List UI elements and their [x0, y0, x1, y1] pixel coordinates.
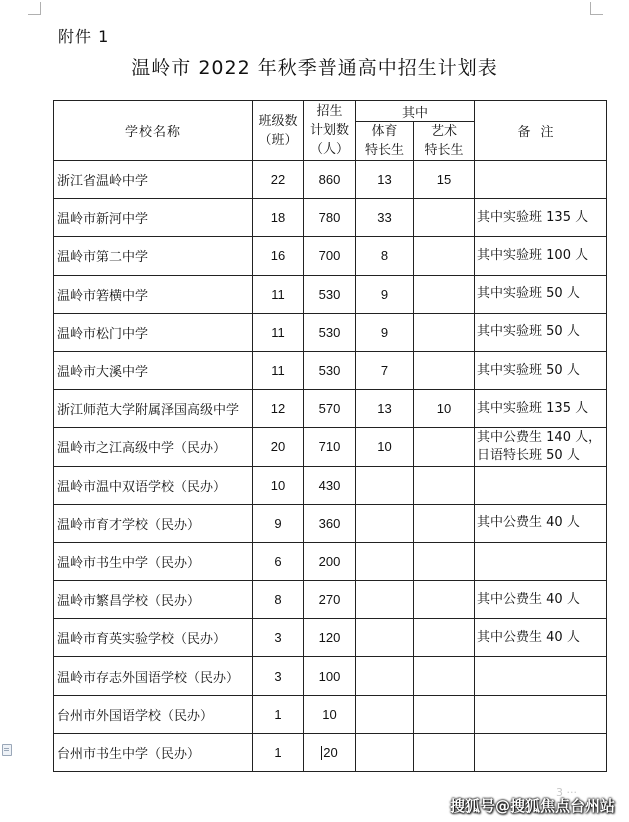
cell-arts — [414, 466, 475, 504]
cell-plan: 530 — [304, 351, 356, 389]
cell-plan: 710 — [304, 428, 356, 466]
cell-note: 其中公费生 40 人 — [475, 581, 607, 619]
cell-school: 温岭市育英实验学校（民办） — [54, 619, 253, 657]
header-classes: 班级数 （班） — [253, 101, 304, 161]
cell-arts — [414, 428, 475, 466]
cell-note: 其中公费生 140 人，日语特长班 50 人 — [475, 428, 607, 466]
cell-school: 温岭市育才学校（民办） — [54, 504, 253, 542]
cell-classes: 6 — [253, 542, 304, 580]
document-icon — [2, 744, 12, 756]
cell-plan: 20 — [304, 733, 356, 771]
cell-arts — [414, 351, 475, 389]
cell-classes: 16 — [253, 237, 304, 275]
cell-plan: 360 — [304, 504, 356, 542]
cell-arts: 10 — [414, 390, 475, 428]
cell-plan: 270 — [304, 581, 356, 619]
table-row — [54, 161, 607, 199]
cell-note — [475, 733, 607, 771]
cell-note: 其中公费生 40 人 — [475, 619, 607, 657]
cell-classes: 18 — [253, 199, 304, 237]
cell-arts — [414, 275, 475, 313]
cell-school: 温岭市温中双语学校（民办） — [54, 466, 253, 504]
page-corner-mark — [28, 2, 41, 15]
table-row — [54, 504, 607, 542]
cell-school: 温岭市大溪中学 — [54, 351, 253, 389]
cell-sports: 9 — [356, 275, 414, 313]
cell-school: 温岭市松门中学 — [54, 313, 253, 351]
cell-note — [475, 695, 607, 733]
header-of-which: 其中 — [356, 101, 475, 122]
cell-arts — [414, 542, 475, 580]
cell-classes: 8 — [253, 581, 304, 619]
cell-arts — [414, 313, 475, 351]
page-number-faint: 3 ··· — [556, 786, 577, 799]
cell-sports — [356, 542, 414, 580]
cell-arts — [414, 237, 475, 275]
cell-sports: 33 — [356, 199, 414, 237]
cell-note: 其中实验班 100 人 — [475, 237, 607, 275]
table-row — [54, 581, 607, 619]
table-row — [54, 199, 607, 237]
table-row — [54, 657, 607, 695]
cell-school: 台州市外国语学校（民办） — [54, 695, 253, 733]
header-sports: 体育 特长生 — [356, 122, 414, 161]
cell-school: 温岭市之江高级中学（民办） — [54, 428, 253, 466]
cell-arts — [414, 657, 475, 695]
cell-plan: 10 — [304, 695, 356, 733]
cell-classes: 11 — [253, 275, 304, 313]
table-row — [54, 351, 607, 389]
cell-note: 其中实验班 135 人 — [475, 199, 607, 237]
cell-sports — [356, 466, 414, 504]
table-row — [54, 275, 607, 313]
cell-note — [475, 542, 607, 580]
cell-sports — [356, 619, 414, 657]
table-body — [54, 161, 607, 772]
cell-plan: 100 — [304, 657, 356, 695]
cell-note — [475, 466, 607, 504]
cell-arts — [414, 733, 475, 771]
cell-arts — [414, 695, 475, 733]
cell-school: 浙江省温岭中学 — [54, 161, 253, 199]
table-row — [54, 466, 607, 504]
cell-sports — [356, 657, 414, 695]
cell-plan: 430 — [304, 466, 356, 504]
cell-school: 温岭市箬横中学 — [54, 275, 253, 313]
cell-arts — [414, 619, 475, 657]
cell-school: 温岭市第二中学 — [54, 237, 253, 275]
cell-arts — [414, 581, 475, 619]
cell-school: 温岭市繁昌学校（民办） — [54, 581, 253, 619]
cell-plan: 860 — [304, 161, 356, 199]
cell-plan: 700 — [304, 237, 356, 275]
cell-sports: 7 — [356, 351, 414, 389]
cell-school: 温岭市书生中学（民办） — [54, 542, 253, 580]
cell-sports: 9 — [356, 313, 414, 351]
cell-arts: 15 — [414, 161, 475, 199]
cell-school: 台州市书生中学（民办） — [54, 733, 253, 771]
document-title: 温岭市 2022 年秋季普通高中招生计划表 — [131, 57, 498, 79]
text-cursor — [321, 746, 322, 760]
cell-school: 温岭市存志外国语学校（民办） — [54, 657, 253, 695]
cell-note: 其中实验班 50 人 — [475, 275, 607, 313]
cell-plan: 570 — [304, 390, 356, 428]
cell-sports — [356, 733, 414, 771]
cell-classes: 1 — [253, 695, 304, 733]
cell-plan: 120 — [304, 619, 356, 657]
cell-classes: 11 — [253, 351, 304, 389]
cell-sports — [356, 504, 414, 542]
cell-note: 其中实验班 135 人 — [475, 390, 607, 428]
cell-sports — [356, 695, 414, 733]
table-row — [54, 733, 607, 771]
cell-note: 其中实验班 50 人 — [475, 351, 607, 389]
cell-sports: 13 — [356, 390, 414, 428]
header-note: 备注 — [475, 101, 607, 161]
attachment-label: 附件 1 — [58, 27, 110, 46]
cell-note: 其中实验班 50 人 — [475, 313, 607, 351]
table-row — [54, 237, 607, 275]
cell-school: 浙江师范大学附属泽国高级中学 — [54, 390, 253, 428]
cell-sports: 8 — [356, 237, 414, 275]
cell-sports — [356, 581, 414, 619]
header-arts: 艺术 特长生 — [414, 122, 475, 161]
cell-sports: 10 — [356, 428, 414, 466]
table-row — [54, 313, 607, 351]
cell-classes: 3 — [253, 619, 304, 657]
cell-plan: 200 — [304, 542, 356, 580]
cell-classes: 20 — [253, 428, 304, 466]
watermark: 搜狐号@搜狐焦点台州站 — [449, 797, 615, 815]
cell-plan: 530 — [304, 275, 356, 313]
cell-classes: 1 — [253, 733, 304, 771]
table-row — [54, 428, 607, 466]
cell-note: 其中公费生 40 人 — [475, 504, 607, 542]
header-plan: 招生 计划数 （人） — [304, 101, 356, 161]
cell-classes: 9 — [253, 504, 304, 542]
cell-classes: 11 — [253, 313, 304, 351]
cell-classes: 3 — [253, 657, 304, 695]
cell-classes: 12 — [253, 390, 304, 428]
cell-note — [475, 161, 607, 199]
table-row — [54, 695, 607, 733]
table-row — [54, 542, 607, 580]
cell-classes: 22 — [253, 161, 304, 199]
cell-arts — [414, 199, 475, 237]
cell-school: 温岭市新河中学 — [54, 199, 253, 237]
enrollment-plan-table — [53, 100, 607, 772]
cell-arts — [414, 504, 475, 542]
cell-note — [475, 657, 607, 695]
cell-sports: 13 — [356, 161, 414, 199]
header-school: 学校名称 — [54, 101, 253, 161]
cell-plan: 530 — [304, 313, 356, 351]
table-row — [54, 619, 607, 657]
cell-classes: 10 — [253, 466, 304, 504]
page-corner-mark — [590, 2, 603, 15]
cell-plan: 780 — [304, 199, 356, 237]
table-row — [54, 390, 607, 428]
